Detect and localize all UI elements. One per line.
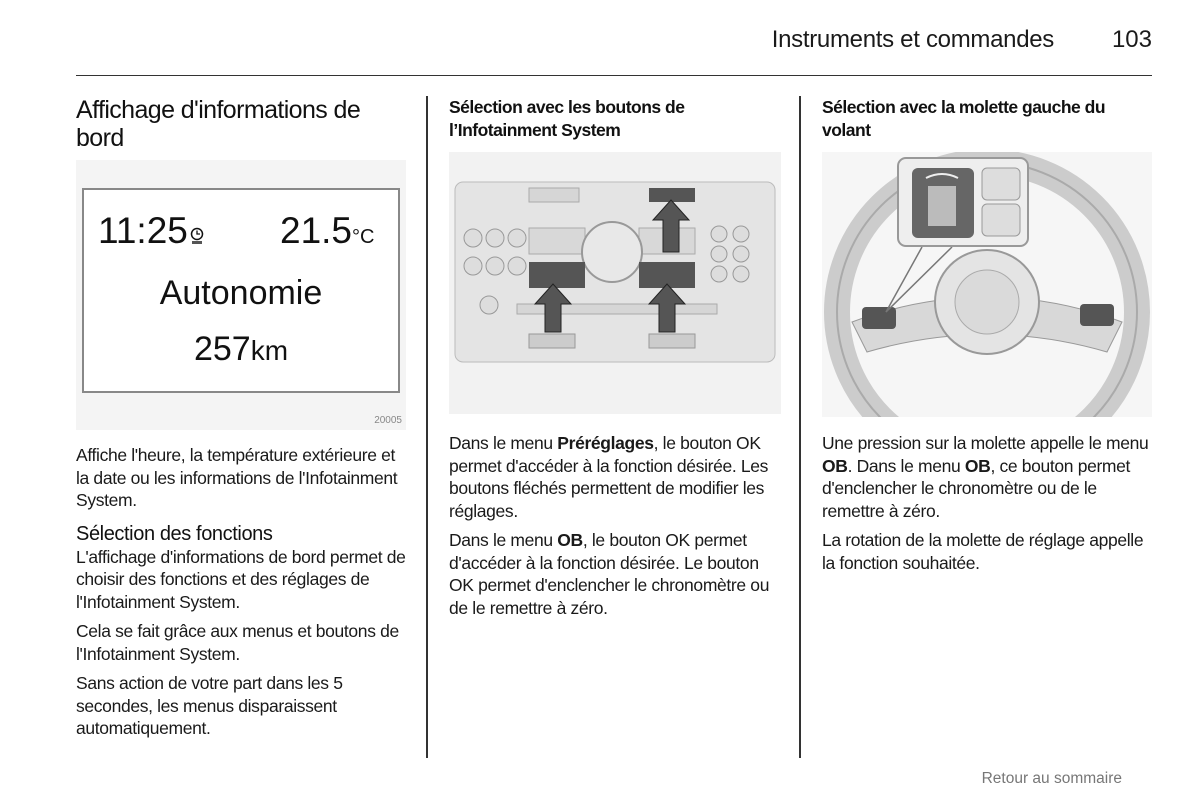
subsection-heading: Sélection des fonctions (76, 522, 273, 545)
section-title: Instruments et commandes (771, 26, 1054, 53)
column-2-text (449, 432, 781, 619)
steering-wheel-figure (822, 152, 1152, 417)
paragraph: Dans le menu OB, le bouton OK permet d'accéder à la fonction désirée. Le bouton OK permet d'enclencher le chronomètre ou de le remettre à zéro. (449, 530, 770, 618)
column-3-text (822, 432, 1154, 574)
temperature-unit: °C (352, 226, 375, 248)
display-time: 11:25 (98, 210, 204, 252)
display-label: Autonomie (159, 274, 323, 312)
display-range: 257km (193, 330, 289, 368)
page-header (76, 22, 1152, 76)
figure-code: 20005 (374, 415, 402, 426)
paragraph: Affiche l'heure, la température extérieure et la date ou les informations de l'Infotainment System. (76, 445, 398, 510)
info-display-screen (82, 188, 400, 393)
column-divider (799, 96, 801, 758)
column-divider (426, 96, 428, 758)
back-to-contents-link[interactable]: Retour au sommaire (981, 770, 1122, 787)
paragraph: Une pression sur la molette appelle le menu OB. Dans le menu OB, ce bouton permet d'enclencher le chronomètre ou de le remettre à zéro. (822, 433, 1149, 521)
paragraph: Cela se fait grâce aux menus et boutons de l'Infotainment System. (76, 621, 399, 664)
display-figure (76, 160, 406, 430)
steering-wheel-illustration (822, 152, 1152, 417)
display-temperature: 21.5°C (280, 210, 375, 251)
column-3 (822, 96, 1154, 142)
paragraph: Dans le menu Préréglages, le bouton OK permet d'accéder à la fonction désirée. Les boutons fléchés permettent de modifier les réglages. (449, 433, 769, 521)
column-1-text (76, 444, 406, 740)
paragraph: La rotation de la molette de réglage appelle la fonction souhaitée. (822, 530, 1144, 573)
infotainment-panel-figure (449, 152, 781, 414)
range-unit: km (250, 335, 289, 366)
infotainment-panel-illustration (449, 152, 781, 414)
clock-icon (190, 227, 204, 245)
page-number: 103 (1111, 26, 1152, 53)
paragraph: L'affichage d'informations de bord permet de choisir des fonctions et des réglages de l'Infotainment System. (76, 546, 406, 612)
section-heading: Sélection avec les boutons de l’Infotainment System (449, 97, 685, 140)
section-heading: Affichage d'informations de bord (76, 96, 361, 152)
column-1 (76, 96, 406, 152)
column-2 (449, 96, 781, 142)
section-heading: Sélection avec la molette gauche du volant (822, 97, 1106, 140)
paragraph: Sans action de votre part dans les 5 secondes, les menus disparaissent automatiquement. (76, 673, 343, 738)
